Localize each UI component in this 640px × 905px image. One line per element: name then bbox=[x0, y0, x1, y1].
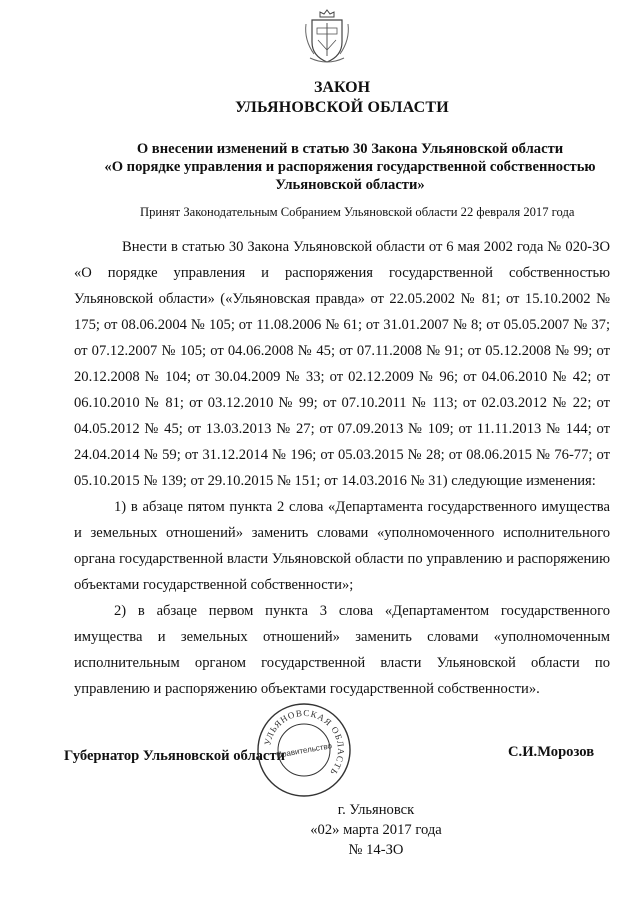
official-stamp bbox=[256, 702, 352, 798]
footer-date: «02» марта 2017 года bbox=[310, 822, 442, 838]
subtitle-line3: Ульяновской области» bbox=[275, 177, 425, 193]
amendment-item-1: 1) в абзаце пятом пункта 2 слова «Департамента государственного имущества и земельных отношений» заменить словами «уполномоченного исполнительного органа государственной власти Ульяновской области по управлению и распоряжению объектами государственной собственности»; bbox=[74, 499, 610, 593]
adoption-note: Принят Законодательным Собранием Ульяновской области 22 февраля 2017 года bbox=[140, 205, 575, 219]
governor-title: Губернатор Ульяновской области bbox=[64, 748, 285, 764]
subtitle-line2: «О порядке управления и распоряжения государственной собственностью bbox=[104, 159, 596, 175]
law-body bbox=[74, 234, 610, 702]
svg-text:Правительство: Правительство bbox=[275, 741, 333, 760]
law-title bbox=[0, 78, 640, 118]
coat-of-arms-emblem bbox=[302, 8, 352, 64]
subtitle-line1: О внесении изменений в статью 30 Закона Ульяновской области bbox=[136, 141, 564, 157]
svg-text:УЛЬЯНОВСКАЯ ОБЛАСТЬ: УЛЬЯНОВСКАЯ ОБЛАСТЬ bbox=[262, 707, 347, 778]
document-footer bbox=[286, 800, 466, 860]
amendment-item-2: 2) в абзаце первом пункта 3 слова «Департаментом государственного имущества и земельных отношений» заменить словами «уполномоченным исполнительным органом государственной власти Ульяновской области по управлению и распоряжению объектами государственной собственности». bbox=[74, 603, 610, 697]
signer-name: С.И.Морозов bbox=[508, 744, 595, 760]
law-title-line2: УЛЬЯНОВСКОЙ ОБЛАСТИ bbox=[235, 99, 449, 116]
footer-city: г. Ульяновск bbox=[337, 802, 415, 818]
law-title-line1: ЗАКОН bbox=[313, 79, 371, 96]
footer-number: № 14-ЗО bbox=[348, 842, 404, 858]
law-subtitle bbox=[70, 140, 630, 194]
intro-paragraph: Внести в статью 30 Закона Ульяновской области от 6 мая 2002 года № 020-ЗО «О порядке управления и распоряжения государственной собственностью Ульяновской области» («Ульяновская правда» от 22.05.2002 № 81; от 15.10.2002 № 175; от 08.06.2004 № 105; от 11.08.2006 № 61; от 31.01.2007 № 8; от 05.05.2007 № 37; от 07.12.2007 № 105; от 04.06.2008 № 45; от 07.11.2008 № 91; от 05.12.2008 № 99; от 20.12.2008 № 104; от 30.04.2009 № 33; от 02.12.2009 № 96; от 04.06.2010 № 42; от 06.10.2010 № 81; от 03.12.2010 № 99; от 07.10.2011 № 113; от 02.03.2012 № 22; от 04.05.2012 № 45; от 13.03.2013 № 27; от 07.09.2013 № 109; от 11.11.2013 № 144; от 24.04.2014 № 59; от 31.12.2014 № 196; от 05.03.2015 № 28; от 08.06.2015 № 76-77; от 05.10.2015 № 139; от 29.10.2015 № 151; от 14.03.2016 № 31) следующие изменения: bbox=[74, 239, 610, 489]
